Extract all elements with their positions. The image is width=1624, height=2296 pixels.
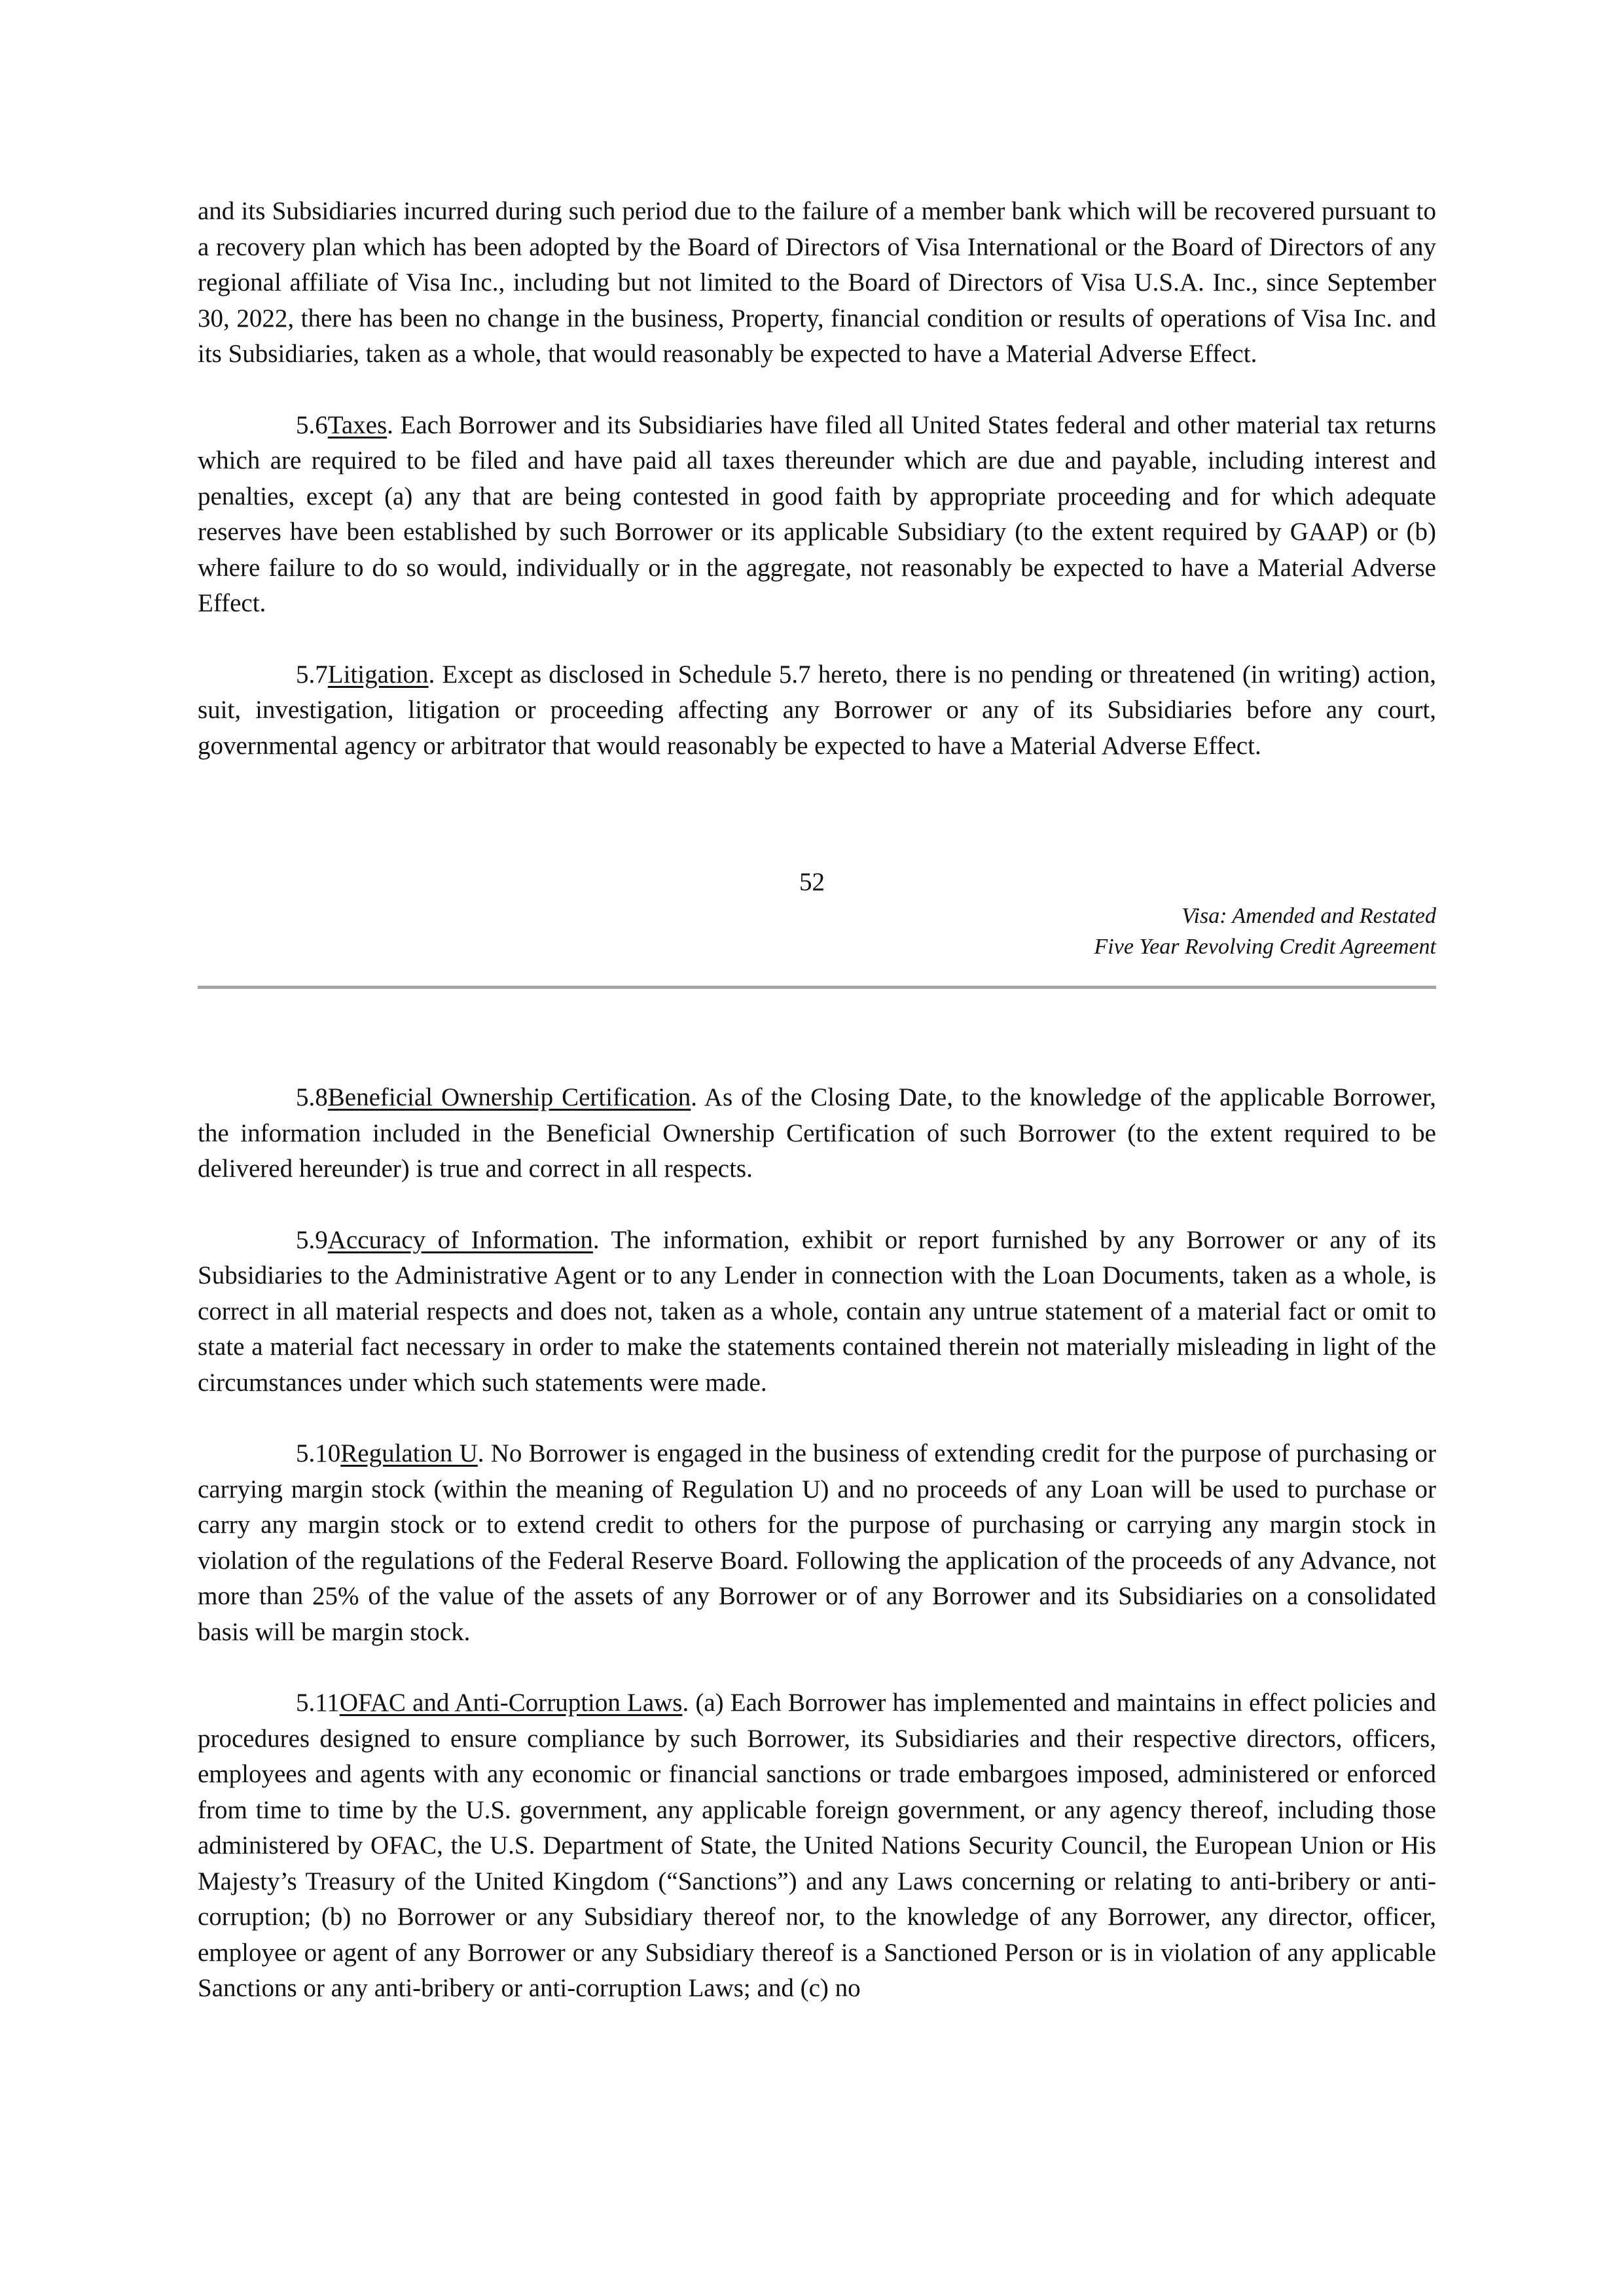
footer-line-1: Visa: Amended and Restated bbox=[1182, 904, 1436, 928]
page-separator bbox=[198, 986, 1436, 989]
footer-line-2: Five Year Revolving Credit Agreement bbox=[1094, 935, 1436, 959]
document-footer bbox=[198, 901, 1436, 962]
section-5-11-paragraph bbox=[198, 1685, 1436, 2007]
section-body: . As of the Closing Date, to the knowledge of the applicable Borrower, the information included in the Beneficial Ownership Certification of such Borrower (to the extent required to be delivered hereunder) is true and correct in all respects. bbox=[198, 1083, 1437, 1183]
section-number: 5.10 bbox=[296, 1439, 341, 1467]
section-heading-ofac: OFAC and Anti-Corruption Laws bbox=[339, 1689, 683, 1717]
section-5-6-paragraph bbox=[198, 408, 1436, 622]
section-number: 5.6 bbox=[296, 410, 328, 439]
section-5-8-paragraph bbox=[198, 1080, 1436, 1187]
section-body: . No Borrower is engaged in the business of extending credit for the purpose of purchasing or carrying margin stock (within the meaning of Regulation U) and no proceeds of any Loan will be used to purchase or carry any margin stock or to extend credit to others for the purpose of purchasing or carrying any margin stock in violation of the regulations of the Federal Reserve Board. Following the application of the proceeds of any Advance, not more than 25% of the value of the assets of any Borrower or of any Borrower and its Subsidiaries on a consolidated basis will be margin stock. bbox=[198, 1439, 1436, 1646]
section-5-10-paragraph bbox=[198, 1436, 1436, 1650]
page-53-content bbox=[198, 1080, 1436, 2042]
section-body: . (a) Each Borrower has implemented and maintains in effect policies and procedures designed to ensure compliance by such Borrower, its Subsidiaries and their respective directors, officers, employees and agents with any economic or financial sanctions or trade embargoes imposed, administered or enforced from time to time by the U.S. government, any applicable foreign government, or any agency thereof, including those administered by OFAC, the U.S. Department of State, the United Nations Security Council, the European Union or His Majesty’s Treasury of the United Kingdom (“Sanctions”) and any Laws concerning or relating to anti-bribery or anti-corruption; (b) no Borrower or any Subsidiary thereof nor, to the knowledge of any Borrower, any director, officer, employee or agent of any Borrower or any Subsidiary thereof is a Sanctioned Person or is in violation of any applicable Sanctions or any anti-bribery or anti-corruption Laws; and (c) no bbox=[198, 1689, 1436, 2002]
section-body: . Except as disclosed in Schedule 5.7 hereto, there is no pending or threatened (in writing) action, suit, investigation, litigation or proceeding affecting any Borrower or any of its Subsidiaries before any court, governmental agency or arbitrator that would reasonably be expected to have a Material Adverse Effect. bbox=[198, 660, 1436, 760]
section-heading-regulation-u: Regulation U bbox=[340, 1439, 478, 1467]
section-number: 5.9 bbox=[296, 1225, 328, 1254]
section-body: . The information, exhibit or report furnished by any Borrower or any of its Subsidiaries to the Administrative Agent or to any Lender in connection with the Loan Documents, taken as a whole, is correct in all material respects and does not, taken as a whole, contain any untrue statement of a material fact or omit to state a material fact necessary in order to make the statements contained therein not materially misleading in light of the circumstances under which such statements were made. bbox=[198, 1225, 1436, 1397]
section-heading-beneficial-ownership: Beneficial Ownership Certification bbox=[327, 1083, 691, 1111]
section-5-7-paragraph bbox=[198, 657, 1436, 764]
page-number: 52 bbox=[799, 868, 825, 896]
section-heading-litigation: Litigation bbox=[327, 660, 429, 689]
section-body: . Each Borrower and its Subsidiaries have filed all United States federal and other material tax returns which are required to be filed and have paid all taxes thereunder which are due and payable, including interest and penalties, except (a) any that are being contested in good faith by appropriate proceeding and for which adequate reserves have been established by such Borrower or its applicable Subsidiary (to the extent required by GAAP) or (b) where failure to do so would, individually or in the aggregate, not reasonably be expected to have a Material Adverse Effect. bbox=[198, 410, 1436, 617]
section-heading-taxes: Taxes bbox=[327, 410, 388, 439]
section-number: 5.7 bbox=[296, 660, 328, 689]
section-number: 5.11 bbox=[296, 1689, 340, 1717]
section-heading-accuracy-of-information: Accuracy of Information bbox=[327, 1225, 593, 1254]
section-number: 5.8 bbox=[296, 1083, 328, 1111]
page-52-content bbox=[198, 194, 1436, 799]
section-5-9-paragraph bbox=[198, 1223, 1436, 1401]
carryover-paragraph: and its Subsidiaries incurred during such period due to the failure of a member bank which will be recovered pursuant to a recovery plan which has been adopted by the Board of Directors of Visa International or the Board of Directors of any regional affiliate of Visa Inc., including but not limited to the Board of Directors of Visa U.S.A. Inc., since September 30, 2022, there has been no change in the business, Property, financial condition or results of operations of Visa Inc. and its Subsidiaries, taken as a whole, that would reasonably be expected to have a Material Adverse Effect. bbox=[198, 197, 1436, 368]
